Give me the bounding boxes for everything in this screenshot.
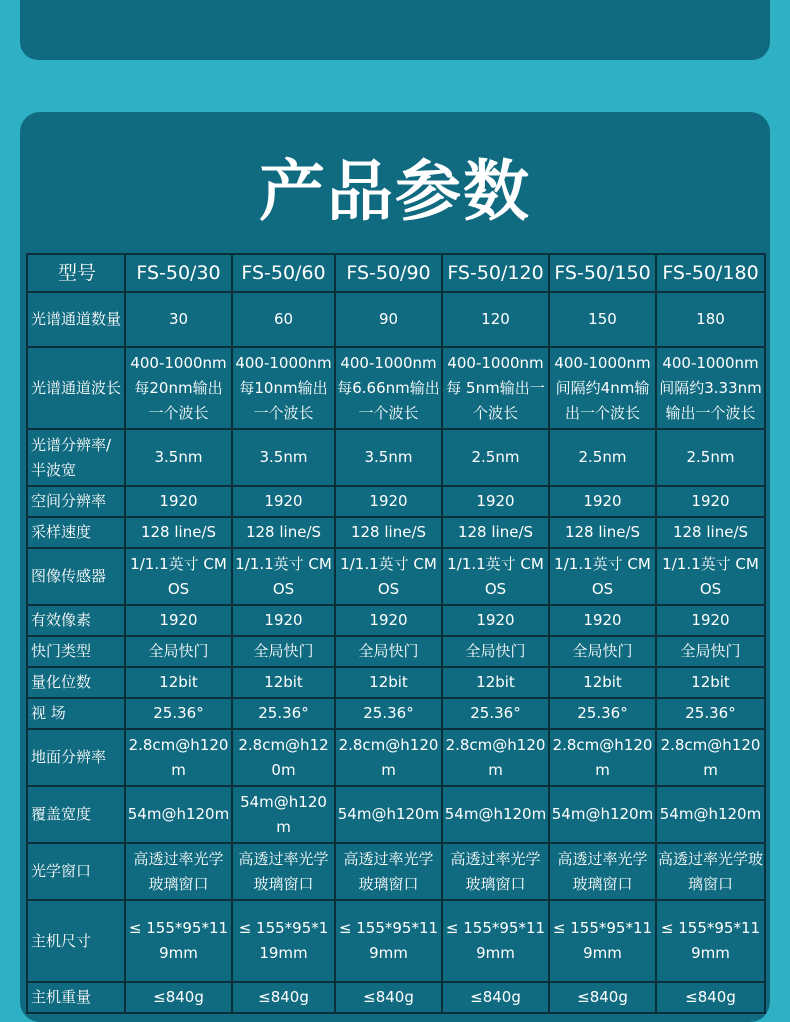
table-cell: ≤ 155*95*119mm [335, 900, 442, 982]
table-cell: 120 [442, 292, 549, 347]
table-cell: 2.8cm@h120m [335, 729, 442, 786]
table-row [27, 636, 765, 667]
row-label: 主机重量 [27, 982, 125, 1013]
row-label: 光谱通道数量 [27, 292, 125, 347]
model-header: FS-50/150 [549, 254, 656, 292]
row-label: 量化位数 [27, 667, 125, 698]
table-cell: 1920 [125, 605, 232, 636]
table-cell: 25.36° [442, 698, 549, 729]
model-header: FS-50/30 [125, 254, 232, 292]
table-row [27, 843, 765, 900]
table-cell: 128 line/S [442, 517, 549, 548]
table-row [27, 429, 765, 486]
table-row [27, 292, 765, 347]
table-cell: 1920 [549, 605, 656, 636]
row-label: 空间分辨率 [27, 486, 125, 517]
row-label: 视 场 [27, 698, 125, 729]
table-cell: 1/1.1英寸 CMOS [656, 548, 765, 605]
table-cell: 54m@h120m [335, 786, 442, 843]
table-cell: 400-1000nm 每20nm输出一个波长 [125, 347, 232, 429]
table-cell: ≤ 155*95*119mm [656, 900, 765, 982]
table-cell: 54m@h120m [125, 786, 232, 843]
table-cell: 54m@h120m [442, 786, 549, 843]
model-header: FS-50/90 [335, 254, 442, 292]
table-cell: 2.8cm@h120m [442, 729, 549, 786]
table-cell: 400-1000nm 每10nm输出一个波长 [232, 347, 335, 429]
table-cell: ≤ 155*95*119mm [125, 900, 232, 982]
table-cell: 1920 [656, 605, 765, 636]
table-cell: 2.5nm [656, 429, 765, 486]
table-row [27, 729, 765, 786]
model-header: FS-50/180 [656, 254, 765, 292]
table-cell: 高透过率光学玻璃窗口 [549, 843, 656, 900]
table-cell: 3.5nm [335, 429, 442, 486]
table-cell: 12bit [335, 667, 442, 698]
table-cell: 3.5nm [232, 429, 335, 486]
table-cell: 2.5nm [549, 429, 656, 486]
table-cell: 25.36° [549, 698, 656, 729]
table-cell: ≤840g [335, 982, 442, 1013]
table-cell: 1/1.1英寸 CMOS [442, 548, 549, 605]
table-cell: 1920 [549, 486, 656, 517]
table-cell: 高透过率光学玻璃窗口 [442, 843, 549, 900]
table-cell: 1920 [442, 486, 549, 517]
table-cell: 1/1.1英寸 CMOS [549, 548, 656, 605]
table-cell: 3.5nm [125, 429, 232, 486]
row-label: 采样速度 [27, 517, 125, 548]
page-title: 产品参数 [259, 153, 531, 230]
row-label: 主机尺寸 [27, 900, 125, 982]
table-row [27, 786, 765, 843]
header-label: 型号 [27, 254, 125, 292]
table-cell: 1920 [335, 486, 442, 517]
table-cell: 2.8cm@h120m [549, 729, 656, 786]
table-cell: 12bit [232, 667, 335, 698]
table-cell: 2.8cm@h120m [232, 729, 335, 786]
table-cell: ≤ 155*95*119mm [442, 900, 549, 982]
table-cell: 30 [125, 292, 232, 347]
table-cell: 高透过率光学玻璃窗口 [232, 843, 335, 900]
table-cell: 54m@h120m [656, 786, 765, 843]
table-cell: 全局快门 [232, 636, 335, 667]
table-cell: 高透过率光学玻璃窗口 [125, 843, 232, 900]
table-cell: ≤840g [232, 982, 335, 1013]
table-cell: 90 [335, 292, 442, 347]
table-cell: 128 line/S [656, 517, 765, 548]
table-cell: 高透过率光学玻璃窗口 [335, 843, 442, 900]
table-row [27, 900, 765, 982]
row-label: 光学窗口 [27, 843, 125, 900]
table-cell: 128 line/S [232, 517, 335, 548]
spec-table [26, 253, 766, 1014]
table-cell: 2.8cm@h120m [656, 729, 765, 786]
table-cell: 54m@h120m [232, 786, 335, 843]
table-cell: 25.36° [232, 698, 335, 729]
row-label: 覆盖宽度 [27, 786, 125, 843]
table-cell: ≤840g [549, 982, 656, 1013]
table-cell: ≤ 155*95*119mm [549, 900, 656, 982]
table-cell: 400-1000nm 间隔约4nm输出一个波长 [549, 347, 656, 429]
row-label: 光谱通道波长 [27, 347, 125, 429]
table-row [27, 486, 765, 517]
table-cell: 1920 [125, 486, 232, 517]
row-label: 地面分辨率 [27, 729, 125, 786]
table-cell: 128 line/S [335, 517, 442, 548]
table-cell: 全局快门 [549, 636, 656, 667]
table-cell: 25.36° [335, 698, 442, 729]
table-row [27, 605, 765, 636]
table-cell: 全局快门 [442, 636, 549, 667]
top-panel [20, 0, 770, 60]
table-cell: 高透过率光学玻璃窗口 [656, 843, 765, 900]
table-cell: ≤840g [656, 982, 765, 1013]
table-cell: 400-1000nm 每6.66nm输出一个波长 [335, 347, 442, 429]
table-cell: 1/1.1英寸 CMOS [232, 548, 335, 605]
table-row [27, 698, 765, 729]
row-label: 快门类型 [27, 636, 125, 667]
table-cell: 1920 [656, 486, 765, 517]
table-row [27, 982, 765, 1013]
table-cell: 400-1000nm 间隔约3.33nm输出一个波长 [656, 347, 765, 429]
table-cell: 180 [656, 292, 765, 347]
table-cell: 全局快门 [335, 636, 442, 667]
spec-panel [20, 112, 770, 1022]
table-row [27, 517, 765, 548]
table-cell: 12bit [549, 667, 656, 698]
table-cell: 25.36° [656, 698, 765, 729]
table-cell: 54m@h120m [549, 786, 656, 843]
model-header: FS-50/120 [442, 254, 549, 292]
table-cell: ≤840g [125, 982, 232, 1013]
table-row [27, 347, 765, 429]
table-row [27, 548, 765, 605]
table-cell: 全局快门 [656, 636, 765, 667]
model-header: FS-50/60 [232, 254, 335, 292]
table-row [27, 667, 765, 698]
table-cell: 150 [549, 292, 656, 347]
table-cell: 12bit [125, 667, 232, 698]
row-label: 有效像素 [27, 605, 125, 636]
table-cell: 1/1.1英寸 CMOS [335, 548, 442, 605]
table-cell: 1920 [442, 605, 549, 636]
table-cell: 1920 [232, 486, 335, 517]
table-cell: 12bit [442, 667, 549, 698]
row-label: 图像传感器 [27, 548, 125, 605]
table-cell: 12bit [656, 667, 765, 698]
table-cell: 25.36° [125, 698, 232, 729]
table-cell: ≤ 155*95*119mm [232, 900, 335, 982]
table-cell: 1920 [335, 605, 442, 636]
table-cell: 1920 [232, 605, 335, 636]
table-cell: 400-1000nm 每 5nm输出一个波长 [442, 347, 549, 429]
table-cell: 2.5nm [442, 429, 549, 486]
row-label: 光谱分辨率/半波宽 [27, 429, 125, 486]
table-cell: 1/1.1英寸 CMOS [125, 548, 232, 605]
table-cell: 全局快门 [125, 636, 232, 667]
table-cell: 2.8cm@h120m [125, 729, 232, 786]
table-header-row [27, 254, 765, 292]
table-cell: 128 line/S [125, 517, 232, 548]
table-cell: 128 line/S [549, 517, 656, 548]
table-cell: 60 [232, 292, 335, 347]
table-cell: ≤840g [442, 982, 549, 1013]
